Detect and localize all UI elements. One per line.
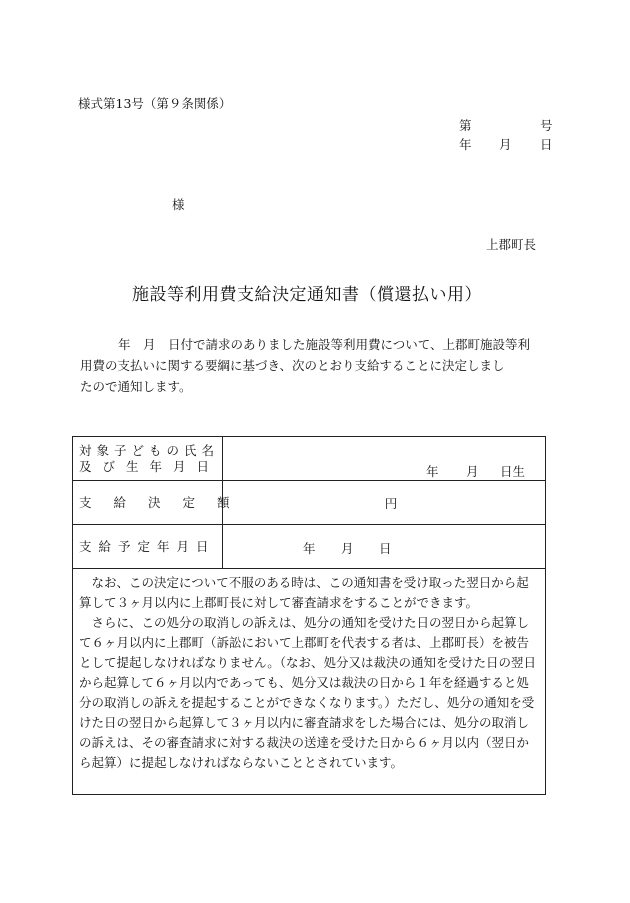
birth-year: 年 bbox=[426, 464, 439, 479]
row-amount bbox=[73, 481, 546, 525]
date-year: 年 bbox=[459, 137, 472, 152]
label-amount: 支給決定額 bbox=[73, 481, 223, 525]
doc-number-prefix: 第 bbox=[459, 118, 472, 133]
document-title: 施設等利用費支給決定通知書（償還払い用） bbox=[132, 285, 482, 305]
value-payment-date[interactable] bbox=[223, 525, 546, 569]
payment-day: 日 bbox=[379, 541, 392, 556]
notice-paragraph-2: さらに、この処分の取消しの訴えは、処分の通知を受けた日の翌日から起算して６ヶ月以内に上郡町（訴訟において上郡町を代表する者は、上郡町長）を被告として提起しなければなりません。（なお、処分又は裁決の通知を受けた日の翌日から起算して６ヶ月以内であっても、処分又は裁決の日から１年を経過すると処分の取消しの訴えを提起することができなくなります。）ただし、処分の通知を受けた日の翌日から起算して３ヶ月以内に審査請求をした場合には、処分の取消しの訴えは、その審査請求に対する裁決の送達を受けた日から６ヶ月以内（翌日から起算）に提起しなければならないこととされています。 bbox=[79, 615, 537, 770]
doc-number-suffix: 号 bbox=[540, 118, 553, 133]
decision-table bbox=[72, 436, 546, 795]
notice-paragraph-1: なお、この決定について不服のある時は、この通知書を受け取った翌日から起算して３ヶ月以内に上郡町長に対して審査請求をすることができます。 bbox=[79, 575, 529, 610]
intro-paragraph bbox=[80, 334, 562, 397]
label-payment-date: 支給予定年月日 bbox=[73, 525, 223, 569]
intro-line-1: 年 月 日付で請求のありました施設等利用費について、上郡町施設等利 bbox=[118, 337, 531, 352]
birth-day: 日生 bbox=[500, 464, 526, 479]
payment-year: 年 bbox=[303, 541, 316, 556]
row-notice bbox=[73, 569, 546, 795]
value-child-name[interactable] bbox=[223, 437, 546, 481]
notice-text bbox=[73, 569, 546, 795]
payment-month: 月 bbox=[341, 541, 354, 556]
addressee-suffix: 様 bbox=[172, 197, 185, 212]
date-month: 月 bbox=[499, 137, 512, 152]
birth-month: 月 bbox=[466, 464, 479, 479]
value-amount[interactable] bbox=[223, 481, 546, 525]
row-child-name bbox=[73, 437, 546, 481]
row-payment-date bbox=[73, 525, 546, 569]
intro-line-3: たので通知します。 bbox=[80, 379, 192, 394]
amount-unit: 円 bbox=[384, 495, 398, 511]
issuer-name: 上郡町長 bbox=[486, 237, 537, 252]
label-child-name-line2: 及び生年月日 bbox=[79, 458, 221, 474]
label-child-name bbox=[73, 437, 223, 481]
form-number: 様式第13号（第９条関係） bbox=[78, 96, 232, 111]
intro-line-2: 用費の支払いに関する要綱に基づき、次のとおり支給することに決定しまし bbox=[80, 358, 505, 373]
date-day: 日 bbox=[540, 137, 553, 152]
label-child-name-line1: 対象子どもの氏名 bbox=[79, 442, 220, 458]
